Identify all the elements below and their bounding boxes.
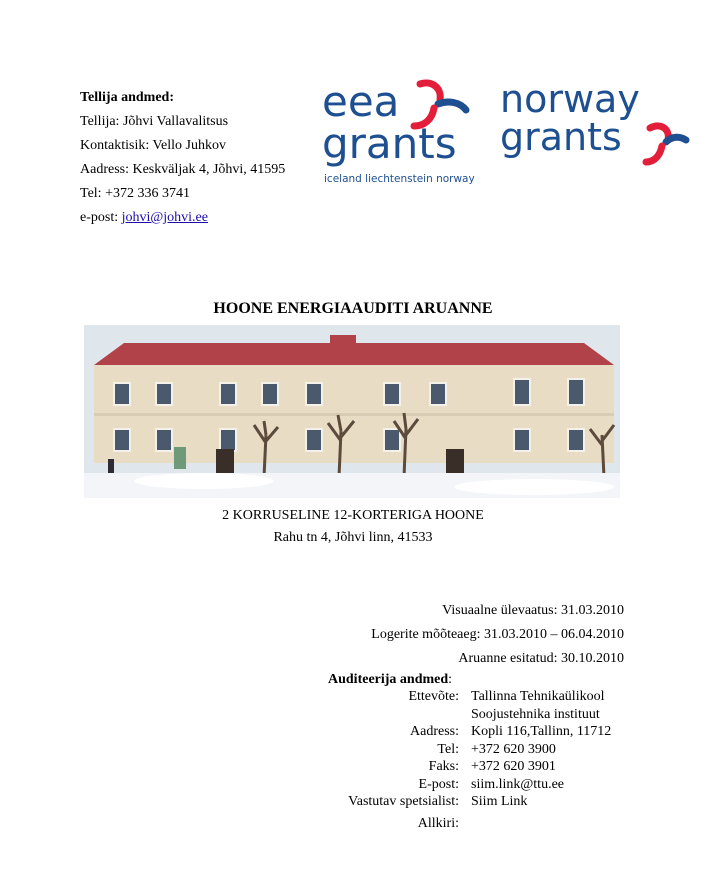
auditor-row (336, 793, 611, 811)
auditor-key: Tel: (437, 741, 459, 757)
eea-logo-text-1: eea (322, 77, 400, 126)
auditor-row (336, 815, 611, 833)
client-info (80, 86, 285, 230)
norway-logo-text-1: norway (500, 77, 640, 121)
email-label: e-post: (80, 210, 122, 225)
building-address: Rahu tn 4, Jõhvi linn, 41533 (273, 530, 433, 545)
auditor-value: Tallinna Tehnikaülikool (471, 689, 605, 704)
eea-logo-tagline: iceland liechtenstein norway (324, 173, 475, 185)
auditor-key (336, 706, 471, 724)
date-line: Aruanne esitatud: 30.10.2010 (458, 651, 624, 666)
norway-grants-logo (500, 77, 686, 162)
auditor-header-colon: : (448, 672, 453, 687)
auditor-row (336, 776, 611, 794)
auditor-key: E-post: (418, 776, 459, 792)
report-title: HOONE ENERGIAAUDITI ARUANNE (213, 300, 493, 317)
auditor-value: +372 620 3901 (471, 759, 556, 774)
client-line: Tel: +372 336 3741 (80, 186, 190, 201)
signature-label: Allkiri: (417, 815, 459, 831)
auditor-value: Soojustehnika instituut (471, 706, 600, 722)
auditor-value: +372 620 3900 (471, 741, 556, 757)
email-link[interactable]: johvi@johvi.ee (121, 210, 208, 225)
norway-logo-text-2: grants (500, 115, 622, 159)
auditor-value: Siim Link (471, 794, 528, 809)
client-line: Kontaktisik: Vello Juhkov (80, 138, 226, 153)
auditor-value: siim.link@ttu.ee (471, 776, 564, 792)
auditor-row (336, 706, 611, 724)
auditor-key: Vastutav spetsialist: (348, 794, 459, 809)
building-photo (84, 325, 620, 498)
auditor-header (328, 672, 452, 688)
date-line: Logerite mõõteaeg: 31.03.2010 – 06.04.2010 (371, 627, 624, 642)
auditor-key: Ettevõte: (408, 689, 459, 704)
eea-logo-text-2: grants (322, 119, 457, 168)
building-type: 2 KORRUSELINE 12-KORTERIGA HOONE (222, 508, 484, 523)
client-header: Tellija andmed: (80, 90, 174, 105)
report-dates (371, 599, 624, 671)
date-line: Visuaalne ülevaatus: 31.03.2010 (442, 603, 624, 618)
auditor-value: Kopli 116,Tallinn, 11712 (471, 724, 612, 739)
auditor-header-text: Auditeerija andmed (328, 672, 449, 687)
auditor-row (336, 741, 611, 759)
client-line: Tellija: Jõhvi Vallavalitsus (80, 114, 229, 129)
client-line: Aadress: Keskväljak 4, Jõhvi, 41595 (80, 162, 286, 177)
auditor-table (336, 688, 611, 832)
auditor-key: Faks: (428, 759, 459, 774)
client-email-line (80, 206, 285, 230)
eea-grants-logo (322, 77, 475, 185)
grants-logos (320, 70, 700, 195)
signature-field (471, 815, 611, 833)
auditor-key: Aadress: (410, 724, 459, 739)
auditor-row (336, 688, 611, 706)
auditor-row (336, 758, 611, 776)
auditor-row (336, 723, 611, 741)
